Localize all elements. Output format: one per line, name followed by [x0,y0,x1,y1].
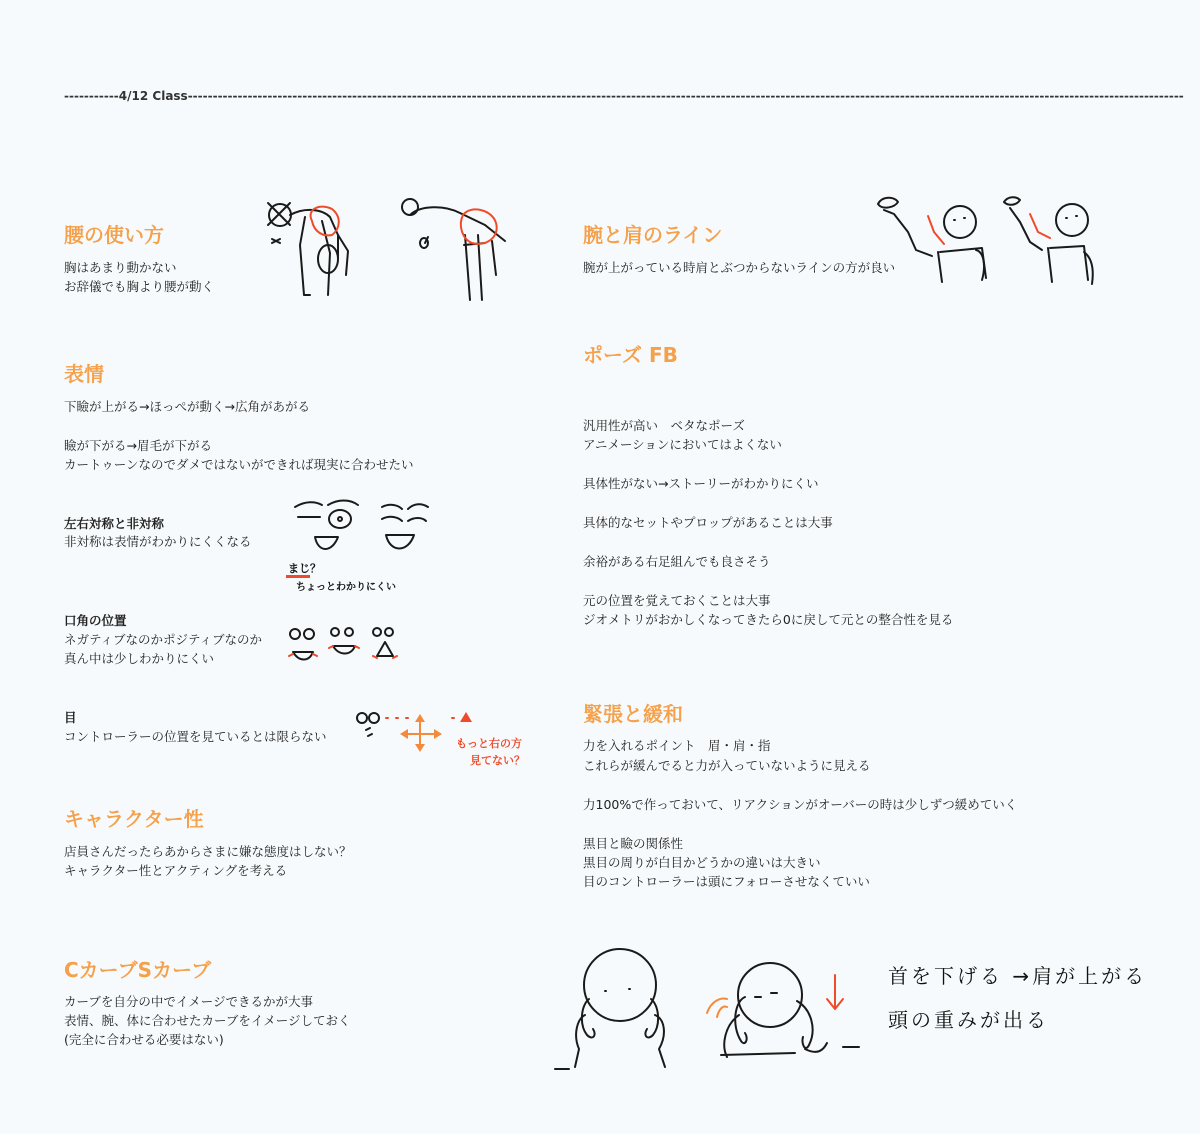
character-line-2: キャラクター性とアクティングを考える [64,863,288,878]
mouth-line-2: 真ん中は少しわかりにくい [64,651,215,666]
eye-note-1: もっと右の方 [456,737,522,750]
pose-line-3: 具体性がない→ストーリーがわかりにくい [583,476,819,491]
subheading-eye: 目 [64,710,77,725]
tension-line-6: 目のコントローラーは頭にフォローさせなくていい [583,874,870,889]
waist-line-1: 胸はあまり動かない [64,260,177,275]
raised-arm-sketch [872,192,1102,292]
head-in-hands-sketch [555,945,865,1075]
tension-line-1: 力を入れるポイント 眉・肩・指 [583,738,771,753]
eye-note-2: 見てない？ [470,754,525,767]
heading-tension: 緊張と緩和 [583,702,683,726]
heading-expression: 表情 [64,362,104,386]
pose-line-4: 具体的なセットやプロップがあることは大事 [583,515,833,530]
bowing-figure-sketch [260,195,520,305]
expression-line-1: 下瞼が上がる→ほっぺが動く→広角があがる [64,399,310,414]
curve-line-3: (完全に合わせる必要はない) [64,1032,224,1047]
pose-line-7: ジオメトリがおかしくなってきたら0に戻して元との整合性を見る [583,612,954,627]
pose-line-6: 元の位置を覚えておくことは大事 [583,593,771,608]
curve-line-1: カーブを自分の中でイメージできるかが大事 [64,994,314,1009]
mouth-line-1: ネガティブなのかポジティブなのか [64,632,263,647]
tension-line-5: 黒目の周りが白目かどうかの違いは大きい [583,855,821,870]
subheading-mouth: 口角の位置 [64,613,127,628]
neck-note-line-1: 首を下げる →肩が上がる [888,964,1148,988]
waist-line-2: お辞儀でも胸より腰が動く [64,279,215,294]
subheading-symmetry: 左右対称と非対称 [64,516,165,531]
pose-line-1: 汎用性が高い ベタなポーズ [583,418,745,433]
heading-waist: 腰の使い方 [64,223,164,247]
tension-line-2: これらが緩んでると力が入っていないように見える [583,758,871,773]
tension-line-4: 黒目と瞼の関係性 [583,836,684,851]
symmetry-faces-sketch [290,495,430,565]
character-line-1: 店員さんだったらあからさまに嫌な態度はしない？ [64,844,352,859]
expression-line-3: カートゥーンなのでダメではないができれば現実に合わせたい [64,457,414,472]
curve-line-2: 表情、腕、体に合わせたカーブをイメージしておく [64,1013,351,1028]
mouth-faces-sketch [285,622,405,667]
pose-line-2: アニメーションにおいてはよくない [583,437,782,452]
heading-arm-shoulder: 腕と肩のライン [583,223,723,247]
eye-line: コントローラーの位置を見ているとは限らない [64,729,327,744]
neck-note-line-2: 頭の重みが出る [888,1008,1049,1032]
tension-line-3: 力100%で作っておいて、リアクションがオーバーの時は少しずつ緩めていく [583,797,1018,812]
symmetry-note-1: まじ？ [288,562,321,575]
symmetry-note-2: ちょっとわかりにくい [296,582,396,593]
class-divider: -----------4/12 Class-------------------------------------------------------------------------------------------------------------------------------------------------------------------------------------------------------- [64,89,1184,103]
heading-pose-fb: ポーズ FB [583,343,678,367]
pose-line-5: 余裕がある右足組んでも良さそう [583,554,771,569]
expression-line-2: 瞼が下がる→眉毛が下がる [64,438,212,453]
symmetry-line: 非対称は表情がわかりにくくなる [64,534,252,549]
heading-curve: CカーブSカーブ [64,958,212,982]
arm-line: 腕が上がっている時肩とぶつからないラインの方が良い [583,260,896,275]
heading-character: キャラクター性 [64,807,204,831]
